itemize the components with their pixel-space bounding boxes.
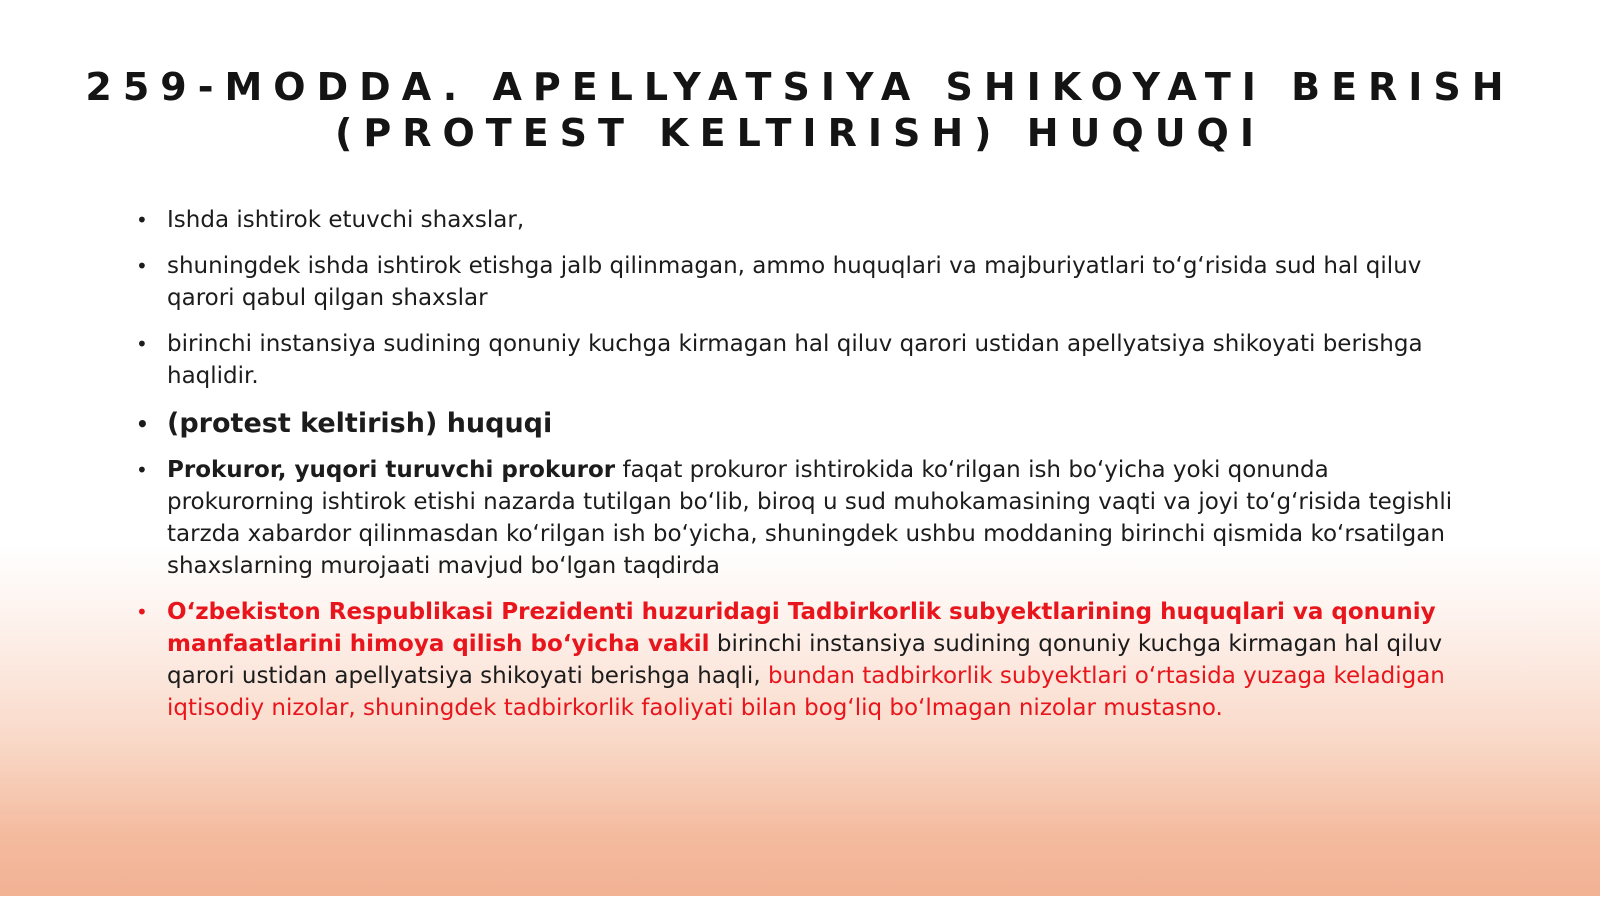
bullet-text: shuningdek ishda ishtirok etishga jalb qilinmagan, ammo huquqlari va majburiyatlari to‘g‘risida sud hal qiluv qarori qabul qilgan shaxslar: [167, 253, 1422, 311]
bullet-item: [134, 454, 1474, 582]
bullet-dot-icon: •: [136, 412, 149, 436]
bullet-item: [134, 250, 1474, 314]
slide-title-line-1: 259-MODDA. APELLYATSIYA SHIKOYATI BERISH: [85, 65, 1515, 109]
bullet-text: (protest keltirish) huquqi: [167, 408, 553, 439]
bullet-item-highlighted: [134, 328, 1474, 392]
bullet-item: [134, 204, 1474, 236]
bullet-text: faqat prokuror ishtirokida ko‘rilgan ish bo‘yicha yoki qonunda prokurorning ishtirok etishi nazarda tutilgan bo‘lib, biroq u sud muhokamasining vaqti va joyi to‘g‘risida tegishli tarzda xabardor qilinmasdan ko‘rilgan ish bo‘yicha, shuningdek ushbu moddaning birinchi qismida ko‘rsatilgan shaxslarning murojaati mavjud bo‘lgan taqdirda: [167, 457, 1453, 579]
bullet-item-heading: [134, 406, 1474, 442]
slide-title-line-2: (PROTEST KELTIRISH) HUQUQI: [335, 111, 1265, 155]
bullet-bold-red-lead: O‘zbekiston Respublikasi Prezidenti huzuridagi Tadbirkorlik subyektlarining huquqlari va qonuniy manfaatlarini himoya qilish bo‘yicha vakil: [167, 599, 1436, 657]
bullet-text: birinchi instansiya sudining qonuniy kuchga kirmagan hal qiluv qarori ustidan apellyatsiya shikoyati berishga haqli,: [167, 631, 1443, 689]
bullet-text: birinchi instansiya sudining qonuniy kuchga kirmagan hal qiluv qarori ustidan apellyatsiya shikoyati berishga haqlidir.: [167, 331, 1423, 389]
bullet-dot-icon: •: [136, 458, 148, 482]
bullet-red-tail: bundan tadbirkorlik subyektlari o‘rtasida yuzaga keladigan iqtisodiy nizolar, shuningdek tadbirkorlik faoliyati bilan bog‘liq bo‘lmagan nizolar mustasno.: [167, 663, 1445, 721]
bullet-list: [134, 204, 1474, 724]
bullet-dot-icon: •: [136, 600, 148, 624]
bullet-dot-icon: •: [136, 208, 148, 232]
bullet-text: Ishda ishtirok etuvchi shaxslar,: [167, 207, 525, 233]
bullet-bold-lead: Prokuror, yuqori turuvchi prokuror: [167, 457, 616, 483]
bullet-dot-icon: •: [136, 332, 148, 356]
bullet-dot-icon: •: [136, 254, 148, 278]
bullet-item: [134, 596, 1474, 724]
slide-title: [0, 64, 1600, 156]
